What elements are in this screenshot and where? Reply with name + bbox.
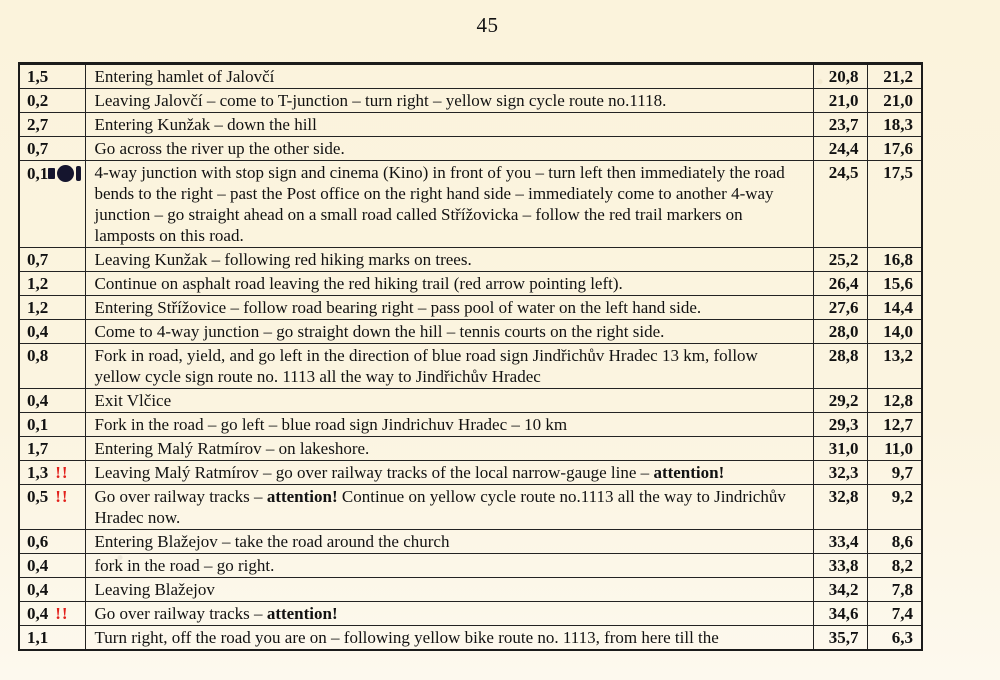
leg-distance-cell xyxy=(19,320,85,344)
table-row xyxy=(19,554,922,578)
camera-lens-part xyxy=(57,165,74,182)
description-cell xyxy=(85,320,813,344)
camera-bar-part xyxy=(76,166,81,181)
km-remaining-cell: 14,4 xyxy=(867,296,922,320)
description-cell xyxy=(85,578,813,602)
km-remaining-cell: 17,6 xyxy=(867,137,922,161)
description-text: Leaving Blažejov xyxy=(94,580,215,599)
km-from-start-cell: 31,0 xyxy=(813,437,867,461)
leg-distance-value: 0,4 xyxy=(27,556,49,575)
km-remaining-cell: 6,3 xyxy=(867,626,922,651)
table-row xyxy=(19,530,922,554)
km-remaining-cell: 8,6 xyxy=(867,530,922,554)
km-from-start-cell: 25,2 xyxy=(813,248,867,272)
leg-distance-cell xyxy=(19,161,85,248)
description-text: Fork in road, yield, and go left in the direction of blue road sign Jindřichův Hradec 13 km, follow yellow cycle sign route no. 1113 all the way to Jindřichův Hradec xyxy=(94,346,758,386)
leg-distance-value: 1,2 xyxy=(27,298,49,317)
km-remaining-cell: 14,0 xyxy=(867,320,922,344)
description-text: Entering Střížovice – follow road bearing right – pass pool of water on the left hand side. xyxy=(94,298,702,317)
description-text: Continue on yellow cycle route no.1113 all the way to Jindrichův Hradec now. xyxy=(94,487,786,527)
leg-distance-cell xyxy=(19,437,85,461)
description-text: fork in the road – go right. xyxy=(94,556,275,575)
description-cell xyxy=(85,437,813,461)
leg-distance-value: 0,6 xyxy=(27,532,49,551)
description-text: Fork in the road – go left – blue road sign Jindrichuv Hradec – 10 km xyxy=(94,415,568,434)
km-remaining-cell: 9,7 xyxy=(867,461,922,485)
table-row xyxy=(19,248,922,272)
km-from-start-cell: 29,2 xyxy=(813,389,867,413)
description-text: 4-way junction with stop sign and cinema (Kino) in front of you – turn left then immediately the road bends to the right – past the Post office on the right hand side – immediately come to another 4-way junction – go straight ahead on a small road called Střížovicka – follow the red trail markers on lamposts on this road. xyxy=(94,163,785,245)
camera-body-part xyxy=(48,168,55,179)
km-remaining-cell: 11,0 xyxy=(867,437,922,461)
table-row xyxy=(19,296,922,320)
km-remaining-cell: 7,8 xyxy=(867,578,922,602)
leg-distance-value: 0,8 xyxy=(27,346,49,365)
leg-distance-value: 0,4 xyxy=(27,322,49,341)
table-row xyxy=(19,626,922,651)
description-text: Leaving Kunžak – following red hiking marks on trees. xyxy=(94,250,472,269)
km-from-start-cell: 24,4 xyxy=(813,137,867,161)
leg-distance-cell xyxy=(19,485,85,530)
table-row xyxy=(19,89,922,113)
leg-distance-cell xyxy=(19,389,85,413)
table-row xyxy=(19,161,922,248)
description-text: Entering Blažejov – take the road around the church xyxy=(94,532,450,551)
leg-distance-cell xyxy=(19,461,85,485)
leg-distance-value: 1,3 xyxy=(27,463,49,482)
km-from-start-cell: 28,0 xyxy=(813,320,867,344)
leg-distance-value: 1,5 xyxy=(27,67,49,86)
description-cell xyxy=(85,602,813,626)
leg-distance-value: 1,2 xyxy=(27,274,49,293)
leg-distance-cell xyxy=(19,89,85,113)
description-cell xyxy=(85,344,813,389)
table-row xyxy=(19,413,922,437)
description-text: Entering Kunžak – down the hill xyxy=(94,115,317,134)
km-remaining-cell: 21,2 xyxy=(867,64,922,89)
leg-distance-cell xyxy=(19,64,85,89)
table-row xyxy=(19,113,922,137)
table-row xyxy=(19,602,922,626)
description-cell xyxy=(85,89,813,113)
km-remaining-cell: 17,5 xyxy=(867,161,922,248)
km-from-start-cell: 33,8 xyxy=(813,554,867,578)
leg-distance-cell xyxy=(19,248,85,272)
leg-distance-cell xyxy=(19,272,85,296)
km-from-start-cell: 27,6 xyxy=(813,296,867,320)
km-remaining-cell: 12,7 xyxy=(867,413,922,437)
attention-text: attention! xyxy=(653,463,725,482)
description-cell xyxy=(85,413,813,437)
km-from-start-cell: 33,4 xyxy=(813,530,867,554)
route-table xyxy=(18,62,923,651)
table-row xyxy=(19,344,922,389)
km-from-start-cell: 32,8 xyxy=(813,485,867,530)
km-from-start-cell: 26,4 xyxy=(813,272,867,296)
description-text: Entering Malý Ratmírov – on lakeshore. xyxy=(94,439,370,458)
km-from-start-cell: 24,5 xyxy=(813,161,867,248)
km-remaining-cell: 21,0 xyxy=(867,89,922,113)
km-remaining-cell: 15,6 xyxy=(867,272,922,296)
leg-distance-value: 0,1 xyxy=(27,164,49,183)
km-from-start-cell: 34,6 xyxy=(813,602,867,626)
km-from-start-cell: 35,7 xyxy=(813,626,867,651)
km-remaining-cell: 9,2 xyxy=(867,485,922,530)
table-row xyxy=(19,272,922,296)
description-cell xyxy=(85,485,813,530)
description-text: Come to 4-way junction – go straight down the hill – tennis courts on the right side. xyxy=(94,322,665,341)
description-text: Entering hamlet of Jalovčí xyxy=(94,67,275,86)
table-row xyxy=(19,485,922,530)
description-cell xyxy=(85,248,813,272)
description-cell xyxy=(85,113,813,137)
table-row xyxy=(19,461,922,485)
leg-distance-cell xyxy=(19,602,85,626)
km-remaining-cell: 18,3 xyxy=(867,113,922,137)
table-row xyxy=(19,437,922,461)
description-text: Exit Vlčice xyxy=(94,391,172,410)
km-from-start-cell: 34,2 xyxy=(813,578,867,602)
km-from-start-cell: 29,3 xyxy=(813,413,867,437)
leg-distance-value: 0,5 xyxy=(27,487,49,506)
leg-distance-cell xyxy=(19,113,85,137)
description-text: Go over railway tracks – xyxy=(94,487,267,506)
leg-distance-value: 0,4 xyxy=(27,580,49,599)
leg-distance-value: 0,1 xyxy=(27,415,49,434)
leg-distance-value: 1,1 xyxy=(27,628,49,647)
warning-marks: !! xyxy=(55,487,69,506)
table-row xyxy=(19,137,922,161)
km-remaining-cell: 16,8 xyxy=(867,248,922,272)
description-cell xyxy=(85,64,813,89)
km-from-start-cell: 32,3 xyxy=(813,461,867,485)
leg-distance-value: 2,7 xyxy=(27,115,49,134)
description-cell xyxy=(85,530,813,554)
table-row xyxy=(19,64,922,89)
leg-distance-cell xyxy=(19,530,85,554)
description-text: Leaving Jalovčí – come to T-junction – turn right – yellow sign cycle route no.1118. xyxy=(94,91,667,110)
km-remaining-cell: 12,8 xyxy=(867,389,922,413)
route-table-body xyxy=(19,64,922,651)
description-cell xyxy=(85,161,813,248)
description-text: Go over railway tracks – xyxy=(94,604,267,623)
leg-distance-value: 0,4 xyxy=(27,604,49,623)
table-row xyxy=(19,320,922,344)
warning-marks: !! xyxy=(55,463,69,482)
leg-distance-value: 0,7 xyxy=(27,250,49,269)
page-number: 45 xyxy=(476,13,499,37)
attention-text: attention! xyxy=(266,487,338,506)
km-from-start-cell: 21,0 xyxy=(813,89,867,113)
leg-distance-value: 0,7 xyxy=(27,139,49,158)
leg-distance-value: 1,7 xyxy=(27,439,49,458)
leg-distance-cell xyxy=(19,344,85,389)
warning-marks: !! xyxy=(55,604,69,623)
table-row xyxy=(19,389,922,413)
km-from-start-cell: 28,8 xyxy=(813,344,867,389)
leg-distance-cell xyxy=(19,626,85,651)
leg-distance-value: 0,2 xyxy=(27,91,49,110)
description-text: Continue on asphalt road leaving the red hiking trail (red arrow pointing left). xyxy=(94,274,623,293)
description-cell xyxy=(85,296,813,320)
description-cell xyxy=(85,461,813,485)
km-remaining-cell: 8,2 xyxy=(867,554,922,578)
table-row xyxy=(19,578,922,602)
leg-distance-cell xyxy=(19,413,85,437)
km-from-start-cell: 20,8 xyxy=(813,64,867,89)
description-cell xyxy=(85,137,813,161)
description-cell xyxy=(85,554,813,578)
description-text: Go across the river up the other side. xyxy=(94,139,345,158)
camera-icon xyxy=(48,165,81,182)
attention-text: attention! xyxy=(266,604,338,623)
leg-distance-cell xyxy=(19,137,85,161)
description-cell xyxy=(85,626,813,651)
km-remaining-cell: 13,2 xyxy=(867,344,922,389)
description-text: Leaving Malý Ratmírov – go over railway tracks of the local narrow-gauge line – xyxy=(94,463,654,482)
leg-distance-value: 0,4 xyxy=(27,391,49,410)
km-from-start-cell: 23,7 xyxy=(813,113,867,137)
km-remaining-cell: 7,4 xyxy=(867,602,922,626)
leg-distance-cell xyxy=(19,296,85,320)
description-cell xyxy=(85,389,813,413)
leg-distance-cell xyxy=(19,554,85,578)
description-cell xyxy=(85,272,813,296)
description-text: Turn right, off the road you are on – following yellow bike route no. 1113, from here till the xyxy=(94,628,719,647)
leg-distance-cell xyxy=(19,578,85,602)
